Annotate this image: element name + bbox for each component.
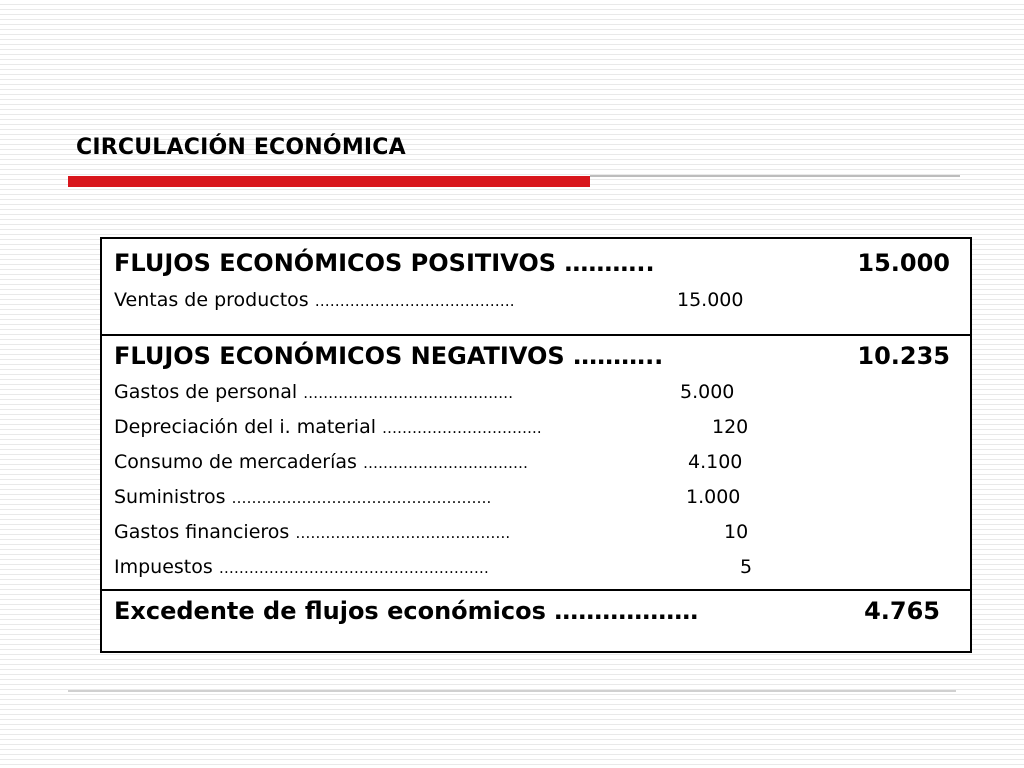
item-dots: …………………………… <box>362 454 528 472</box>
slide-title: CIRCULACIÓN ECONÓMICA <box>76 135 406 160</box>
cash-flow-table <box>100 237 972 653</box>
item-label: Suministros <box>114 486 226 508</box>
item-label: Gastos financieros <box>114 521 290 543</box>
item-value: 5 <box>740 556 753 578</box>
positive-flows-heading <box>114 249 655 277</box>
surplus-row <box>114 597 698 625</box>
surplus-dots: ……………… <box>554 597 699 625</box>
item-dots: ……………………………………………. <box>231 489 492 507</box>
list-item <box>114 556 489 578</box>
positive-total: 15.000 <box>857 249 950 277</box>
positive-flows-section <box>102 239 970 336</box>
item-label: Ventas de productos <box>114 289 309 311</box>
item-dots: …………………………………… <box>303 384 514 402</box>
item-value: 120 <box>712 416 749 438</box>
list-item <box>114 486 491 508</box>
item-dots: ……………………………………. <box>295 524 511 542</box>
negative-heading-label: FLUJOS ECONÓMICOS NEGATIVOS <box>114 342 565 370</box>
item-value: 4.100 <box>688 451 743 473</box>
list-item <box>114 381 513 403</box>
negative-flows-heading <box>114 342 663 370</box>
item-label: Consumo de mercaderías <box>114 451 357 473</box>
negative-heading-dots: ……….. <box>573 342 664 370</box>
list-item <box>114 416 542 438</box>
list-item <box>114 451 528 473</box>
item-label: Gastos de personal <box>114 381 298 403</box>
negative-flows-section <box>102 334 970 591</box>
item-value: 10 <box>724 521 749 543</box>
item-label: Depreciación del i. material <box>114 416 376 438</box>
footer-rule <box>68 690 956 692</box>
title-grey-rule <box>590 175 960 177</box>
item-value: 5.000 <box>680 381 735 403</box>
surplus-value: 4.765 <box>864 597 940 625</box>
negative-total: 10.235 <box>857 342 950 370</box>
surplus-section <box>102 589 970 651</box>
item-dots: ……………………………………………… <box>218 559 489 577</box>
list-item <box>114 289 515 311</box>
item-value: 15.000 <box>677 289 744 311</box>
item-value: 1.000 <box>686 486 741 508</box>
positive-heading-label: FLUJOS ECONÓMICOS POSITIVOS <box>114 249 557 277</box>
item-label: Impuestos <box>114 556 213 578</box>
surplus-label: Excedente de flujos económicos <box>114 597 546 625</box>
title-red-rule <box>68 176 590 187</box>
item-dots: ………………………….. <box>382 419 542 437</box>
list-item <box>114 521 510 543</box>
item-dots: …………………………………. <box>314 292 515 310</box>
positive-heading-dots: ……….. <box>564 249 655 277</box>
